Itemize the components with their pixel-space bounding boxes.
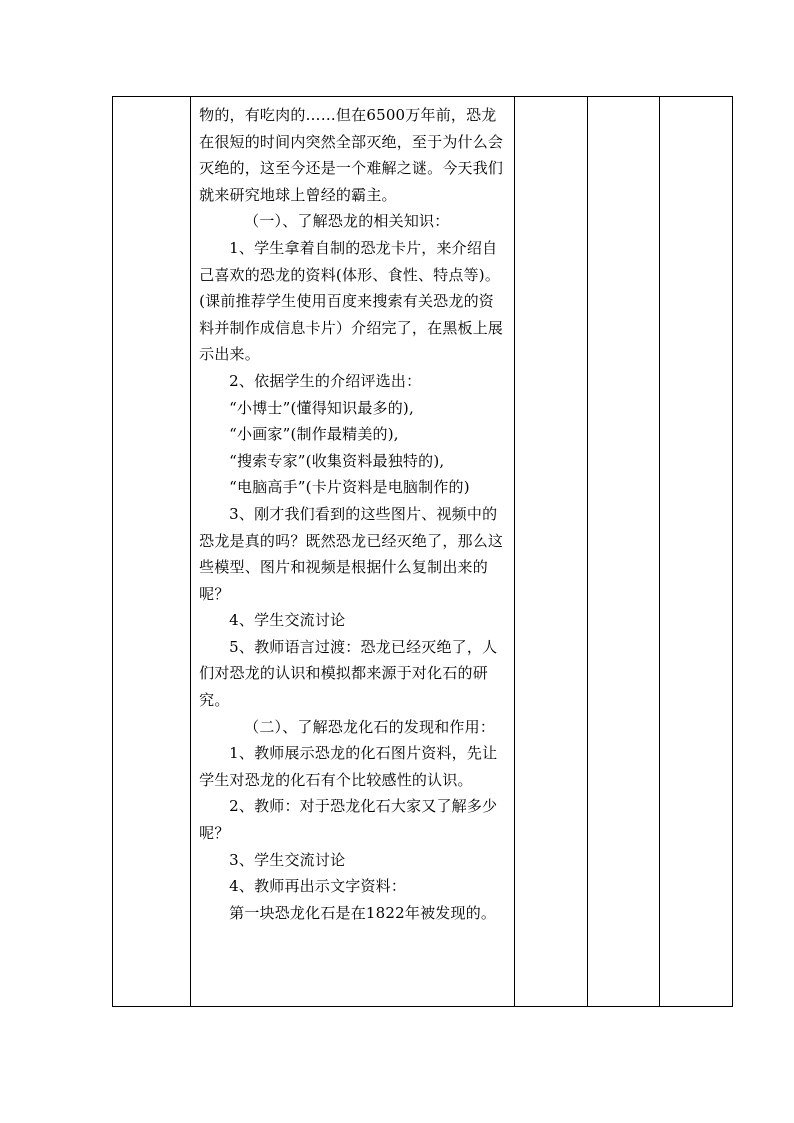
lesson-paragraph: “搜索专家”(收集资料最独特的), [229, 451, 445, 470]
lesson-plan-table [112, 96, 733, 1007]
empty-cell-left [113, 97, 191, 1007]
lesson-paragraph: 第一块恐龙化石是在1822年被发现的。 [229, 903, 497, 922]
lesson-paragraph: （二）、了解恐龙化石的发现和作用： [244, 717, 496, 736]
lesson-paragraph: “电脑高手”(卡片资料是电脑制作的) [229, 478, 470, 497]
lesson-paragraph: 1、教师展示恐龙的化石图片资料，先让学生对恐龙的化石有个比较感性的认识。 [199, 744, 498, 789]
empty-cell-3 [514, 97, 587, 1007]
lesson-paragraphs [199, 102, 509, 926]
lesson-paragraph: 3、刚才我们看到的这些图片、视频中的恐龙是真的吗？既然恐龙已经灭绝了，那么这些模型、图片和视频是根据什么复制出来的呢？ [199, 504, 504, 603]
lesson-paragraph: 4、教师再出示文字资料： [229, 877, 407, 896]
empty-cell-5 [659, 97, 732, 1007]
lesson-content-cell [191, 97, 515, 1007]
lesson-paragraph: 物的，有吃肉的……但在6500万年前，恐龙在很短的时间内突然全部灭绝，至于为什么会灭绝的，这至今还是一个难解之谜。今天我们就来研究地球上曾经的霸主。 [199, 106, 504, 204]
lesson-paragraph: 3、学生交流讨论 [229, 850, 346, 869]
lesson-paragraph: 1、学生拿着自制的恐龙卡片，来介绍自己喜欢的恐龙的资料(体形、食性、特点等)。(课前推荐学生使用百度来搜索有关恐龙的资料并制作成信息卡片）介绍完了，在黑板上展示出来。 [199, 238, 504, 364]
lesson-paragraph: 2、教师：对于恐龙化石大家又了解多少呢？ [199, 797, 498, 843]
lesson-paragraph: （一）、了解恐龙的相关知识： [244, 212, 450, 231]
lesson-paragraph: “小博士”(懂得知识最多的), [229, 398, 414, 417]
lesson-paragraph: 5、教师语言过渡：恐龙已经灭绝了，人们对恐龙的认识和模拟都来源于对化石的研究。 [199, 637, 498, 710]
lesson-paragraph: 2、依据学生的介绍评选出： [229, 371, 422, 390]
lesson-paragraph: 4、学生交流讨论 [229, 611, 346, 630]
empty-cell-4 [587, 97, 659, 1007]
table-row [113, 97, 733, 1007]
lesson-paragraph: “小画家”(制作最精美的), [229, 425, 399, 444]
